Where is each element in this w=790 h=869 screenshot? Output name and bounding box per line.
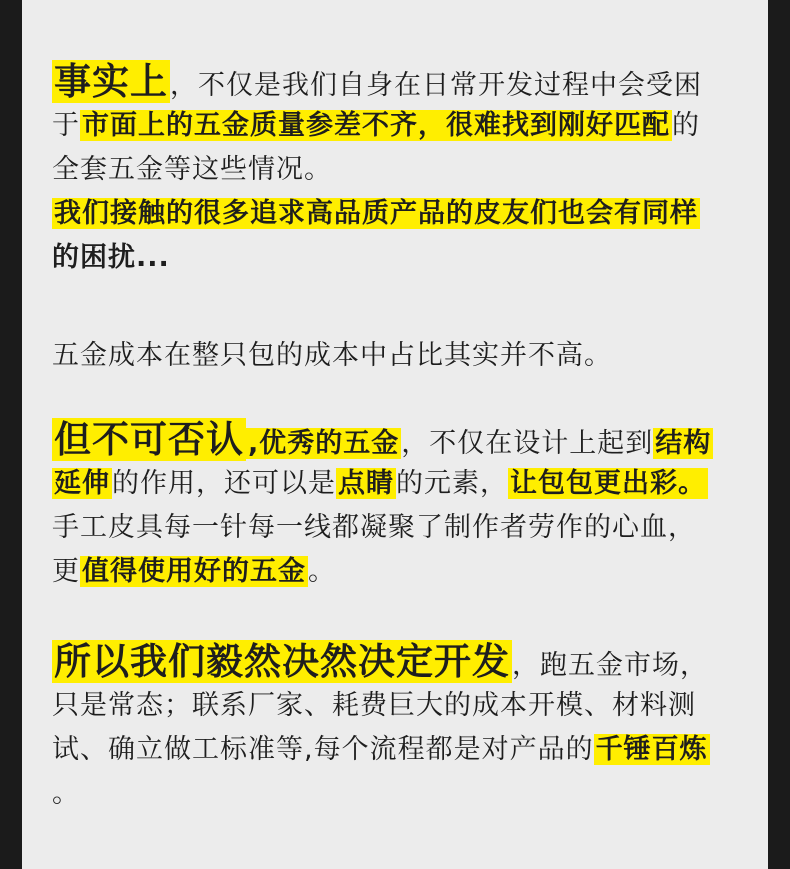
text-line bbox=[52, 462, 752, 506]
text-line: 手工皮具每一针每一线都凝聚了制作者劳作的心血， bbox=[52, 512, 696, 543]
text-span: 试、确立做工标准等,每个流程都是对产品的 bbox=[52, 734, 594, 765]
text-line: 只是常态；联系厂家、耗费巨大的成本开模、材料测 bbox=[52, 690, 696, 721]
text-line bbox=[52, 640, 752, 684]
text-line: 全套五金等这些情况。 bbox=[52, 154, 332, 185]
heading-highlight: 所以我们毅然决然决定开发 bbox=[54, 640, 510, 683]
highlight-span: 让包包更出彩。 bbox=[510, 468, 706, 499]
highlight-span: 市面上的五金质量参差不齐，很难找到刚好匹配 bbox=[82, 110, 670, 141]
highlight-span: 值得使用好的五金 bbox=[82, 556, 306, 587]
heading-highlight: 事实上 bbox=[54, 60, 168, 103]
text-line bbox=[52, 550, 752, 594]
paragraph-development bbox=[52, 640, 752, 816]
text-span: 于 bbox=[52, 110, 80, 141]
text-line: 。 bbox=[52, 778, 80, 809]
text-span: 更 bbox=[52, 556, 80, 587]
highlight-span: 结构 bbox=[655, 428, 712, 459]
text-line bbox=[52, 728, 752, 772]
highlight-span: 延伸 bbox=[54, 468, 110, 499]
text-span: ，跑五金市场， bbox=[512, 650, 708, 681]
text-span: 的作用，还可以是 bbox=[112, 468, 336, 499]
text-line bbox=[52, 192, 752, 236]
text-span: ，不仅在设计上起到 bbox=[401, 428, 654, 459]
text-line bbox=[52, 418, 752, 462]
heading-highlight: 但不可否认 bbox=[54, 418, 244, 461]
text-span: 。 bbox=[308, 556, 336, 587]
text-line: 的困扰... bbox=[52, 242, 170, 273]
paragraph-intro bbox=[52, 60, 752, 280]
highlight-span: 千锤百炼 bbox=[595, 734, 708, 765]
paragraph-value bbox=[52, 418, 752, 594]
text-span: ，不仅是我们自身在日常开发过程中会受困 bbox=[170, 70, 702, 101]
highlight-span: 点睛 bbox=[338, 468, 394, 499]
text-line bbox=[52, 60, 752, 104]
paragraph-cost bbox=[52, 334, 752, 378]
text-line: 五金成本在整只包的成本中占比其实并不高。 bbox=[52, 340, 612, 371]
highlight-span: ,优秀的五金 bbox=[248, 428, 400, 459]
article-page bbox=[22, 0, 768, 869]
text-line bbox=[52, 104, 752, 148]
text-span: 的 bbox=[672, 110, 700, 141]
highlight-span: 我们接触的很多追求高品质产品的皮友们也会有同样 bbox=[54, 198, 698, 229]
text-span: 的元素， bbox=[396, 468, 508, 499]
